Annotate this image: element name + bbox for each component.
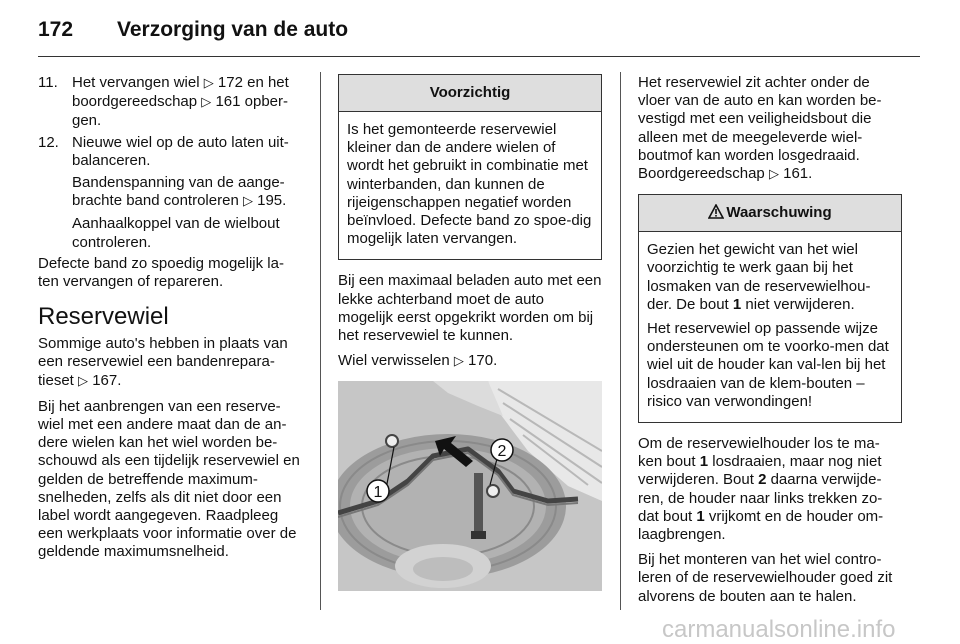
reference-arrow-icon: ▷ xyxy=(242,194,253,210)
paragraph: Bij het aanbrengen van een reserve-wiel met een andere maat dan de an-dere wielen kan het wiel worden be-schouwd als een tijdelijk reservewiel en gelden de betreffende maximum-snelheden, zelfs als dit niet door een label wordt aangegeven. Raadpleeg een werkplaats voor informatie over de geldende maximumsnelheid. xyxy=(38,397,300,561)
column-1 xyxy=(38,74,304,569)
warning-text: Het reservewiel op passende wijze ondersteunen om te voorko-men dat wiel uit de houder kan val-len bij het losdraaien van de klem-bouten – risico van verwondingen! xyxy=(647,320,889,410)
paragraph: Het reservewiel zit achter onder de vloer van de auto en kan worden be-vestigd met een veiligheidsbout die alleen met de meegeleverde wiel-boutmof kan worden losgedraaid. Boordgereedschap ▷ 161. xyxy=(638,74,882,183)
page-title: Verzorging van de auto xyxy=(117,18,349,41)
column-3 xyxy=(638,74,902,613)
warning-box xyxy=(638,194,902,423)
figure-callout-2: 2 xyxy=(497,443,507,461)
warning-title: Waarschuwing xyxy=(639,195,901,232)
page-number: 172 xyxy=(38,18,74,41)
column-2 xyxy=(338,74,602,591)
watermark: carmanualsonline.info xyxy=(662,616,896,643)
paragraph: Sommige auto's hebben in plaats van een reservewiel een bandenrepara-tieset ▷ 167. xyxy=(38,335,288,389)
header-rule xyxy=(38,56,920,57)
caution-title: Voorzichtig xyxy=(339,75,601,112)
reference-arrow-icon: ▷ xyxy=(453,354,464,370)
column-divider-2 xyxy=(620,72,621,610)
section-heading: Reservewiel xyxy=(38,303,169,331)
page-header xyxy=(38,14,920,48)
spare-wheel-illustration xyxy=(338,381,602,591)
paragraph: Om de reservewielhouder los te ma-ken bout 1 losdraaien, maar nog niet verwijderen. Bout 2 daarna verwijde-ren, de houder naar links trekken zo-dat bout 1 vrijkomt en de houder om-laagbrengen. xyxy=(638,435,884,544)
list-item-12: 12. Nieuwe wiel op de auto laten uit-balanceren. Bandenspanning van de aange-brachte band controleren ▷ 195. Aanhaalkoppel van de wielbout controleren. xyxy=(38,134,304,252)
list-item-11: 11. Het vervangen wiel ▷ 172 en het boordgereedschap ▷ 161 opber-gen. xyxy=(38,74,289,130)
reference-arrow-icon: ▷ xyxy=(203,76,214,91)
caution-text: Is het gemonteerde reservewiel kleiner dan de andere wielen of wordt het gebruikt in combinatie met winterbanden, dan kunnen de rijeigenschappen negatief worden beïnvloed. Defecte band zo spoe-dig mogelijk laten vervangen. xyxy=(347,121,592,248)
reference-arrow-icon: ▷ xyxy=(768,167,779,183)
reference-arrow-icon: ▷ xyxy=(78,373,89,389)
list-sub-paragraph: Aanhaalkoppel van de wielbout controleren. xyxy=(72,215,280,251)
paragraph: Wiel verwisselen ▷ 170. xyxy=(338,352,498,370)
warning-triangle-icon xyxy=(708,197,724,233)
paragraph: Defecte band zo spoedig mogelijk la-ten vervangen of repareren. xyxy=(38,254,284,291)
reference-arrow-icon: ▷ xyxy=(201,95,212,111)
warning-text: Gezien het gewicht van het wiel voorzichtig te werk gaan bij het losmaken van de reservewielhou-der. De bout 1 niet verwijderen. xyxy=(647,241,871,313)
caution-box xyxy=(338,74,602,260)
figure-callout-1: 1 xyxy=(373,484,383,502)
paragraph: Bij een maximaal beladen auto met een lekke achterband moet de auto mogelijk eerst opgekrikt worden om bij het reservewiel te kunnen. xyxy=(338,272,602,345)
list-sub-paragraph: Bandenspanning van de aange-brachte band controleren ▷ 195. xyxy=(72,174,287,210)
column-divider-1 xyxy=(320,72,321,610)
paragraph: Bij het monteren van het wiel contro-leren of de reservewielhouder goed zit alvorens de bouten aan te halen. xyxy=(638,551,893,605)
